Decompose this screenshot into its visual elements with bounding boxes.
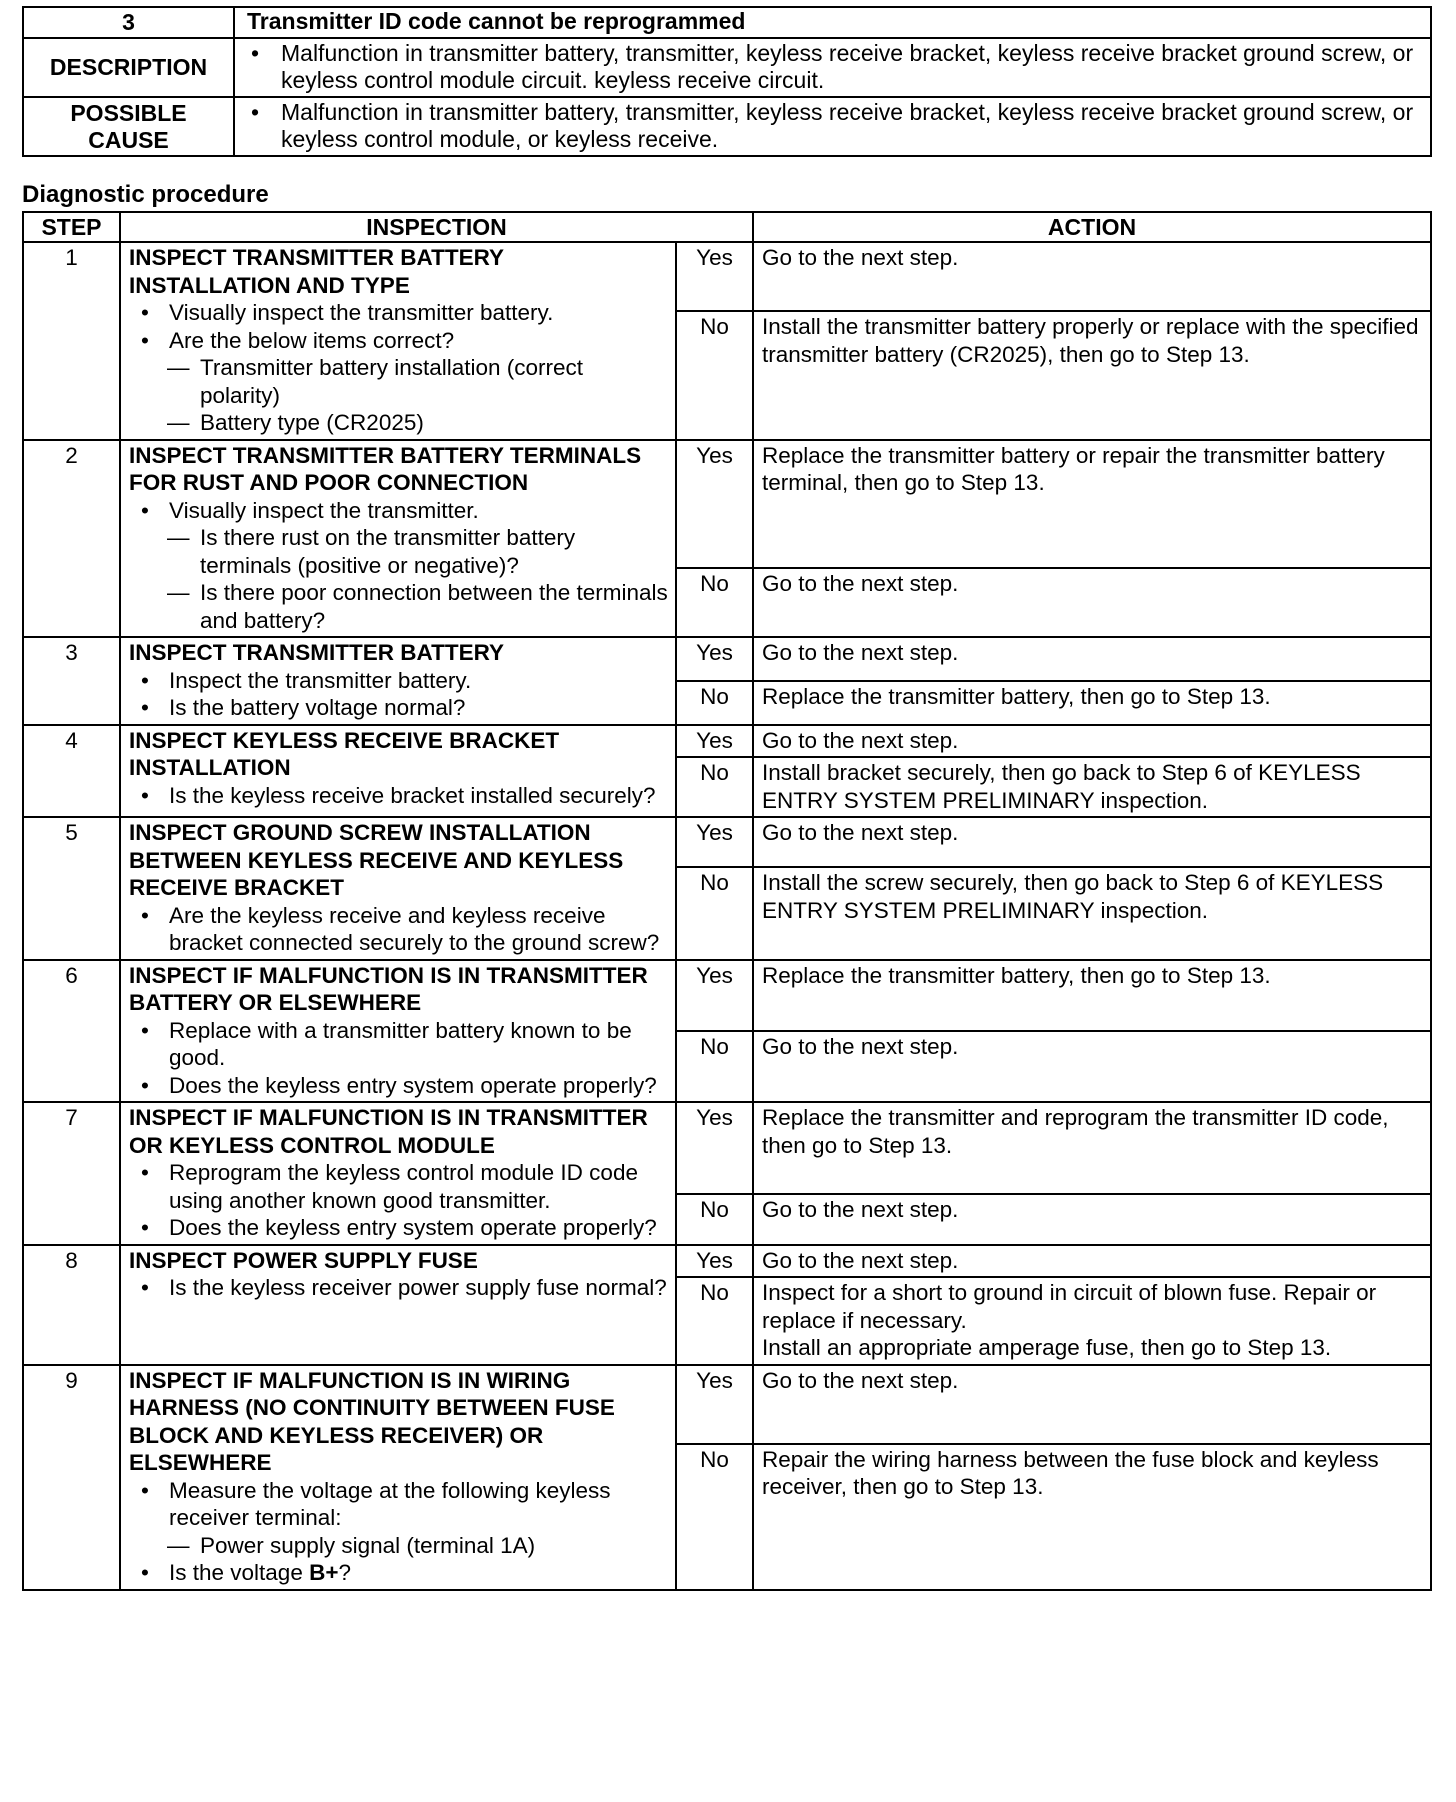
inspection-cell xyxy=(120,960,676,1103)
step-row xyxy=(23,1102,1431,1194)
no-label: No xyxy=(676,1031,753,1102)
step-row xyxy=(23,242,1431,311)
diagnostic-table xyxy=(22,211,1432,1591)
no-action: Go to the next step. xyxy=(753,568,1431,637)
no-action: Go to the next step. xyxy=(753,1194,1431,1244)
bullet-item: • Reprogram the keyless control module ID code using another known good transmitter. xyxy=(129,1159,669,1214)
bullet-item: • Inspect the transmitter battery. xyxy=(129,667,669,695)
bullet-item: • Is the voltage B+? xyxy=(129,1559,669,1587)
no-action: Replace the transmitter battery, then go to Step 13. xyxy=(753,681,1431,725)
step-number: 2 xyxy=(23,440,120,638)
bullet-item: • Is the battery voltage normal? xyxy=(129,694,669,722)
inspection-title: INSPECT IF MALFUNCTION IS IN WIRING HARNESS (NO CONTINUITY BETWEEN FUSE BLOCK AND KEYLESS RECEIVER) OR ELSEWHERE xyxy=(129,1367,615,1475)
step-row xyxy=(23,637,1431,681)
cause-text: • Malfunction in transmitter battery, transmitter, keyless receive bracket, keyless receive bracket ground screw, or keyless control module, or keyless receive. xyxy=(247,99,1418,153)
description-row xyxy=(23,38,1431,97)
cause-label: POSSIBLE CAUSE xyxy=(23,97,234,156)
section-title: Diagnostic procedure xyxy=(22,181,269,208)
yes-label: Yes xyxy=(676,1365,753,1444)
yes-action: Replace the transmitter and reprogram the transmitter ID code, then go to Step 13. xyxy=(753,1102,1431,1194)
step-row xyxy=(23,1365,1431,1444)
bullet-item: • Visually inspect the transmitter. xyxy=(129,497,669,525)
header-row xyxy=(23,212,1431,242)
yes-action: Go to the next step. xyxy=(753,1365,1431,1444)
header-action: ACTION xyxy=(753,212,1431,242)
yes-action: Go to the next step. xyxy=(753,242,1431,311)
no-label: No xyxy=(676,1194,753,1244)
sub-item: — Is there rust on the transmitter battery terminals (positive or negative)? xyxy=(167,525,576,578)
description-text: • Malfunction in transmitter battery, transmitter, keyless receive bracket, keyless receive bracket ground screw, or keyless control module circuit. keyless receive circuit. xyxy=(247,40,1418,94)
yes-label: Yes xyxy=(676,440,753,568)
yes-action: Go to the next step. xyxy=(753,637,1431,681)
bullet-item: • Does the keyless entry system operate properly? xyxy=(129,1214,669,1242)
sub-item: — Battery type (CR2025) xyxy=(167,410,424,435)
yes-label: Yes xyxy=(676,725,753,758)
inspection-title: INSPECT KEYLESS RECEIVE BRACKET INSTALLATION xyxy=(129,727,560,780)
yes-label: Yes xyxy=(676,1245,753,1278)
bullet-item: • Replace with a transmitter battery known to be good. xyxy=(129,1017,669,1072)
no-label: No xyxy=(676,757,753,817)
code-summary-table xyxy=(22,6,1432,157)
yes-action: Go to the next step. xyxy=(753,1245,1431,1278)
yes-action: Go to the next step. xyxy=(753,817,1431,867)
no-label: No xyxy=(676,1277,753,1365)
inspection-cell xyxy=(120,817,676,960)
no-label: No xyxy=(676,568,753,637)
yes-label: Yes xyxy=(676,960,753,1031)
inspection-title: INSPECT TRANSMITTER BATTERY INSTALLATION AND TYPE xyxy=(129,245,504,298)
no-action: Install the screw securely, then go back to Step 6 of KEYLESS ENTRY SYSTEM PRELIMINARY inspection. xyxy=(753,867,1431,959)
yes-action: Replace the transmitter battery or repair the transmitter battery terminal, then go to Step 13. xyxy=(753,440,1431,568)
no-action: Repair the wiring harness between the fuse block and keyless receiver, then go to Step 13. xyxy=(753,1444,1431,1590)
header-step: STEP xyxy=(23,212,120,242)
inspection-cell xyxy=(120,242,676,440)
no-label: No xyxy=(676,1444,753,1590)
yes-label: Yes xyxy=(676,242,753,311)
step-row xyxy=(23,440,1431,568)
code-number: 3 xyxy=(23,7,234,38)
step-number: 5 xyxy=(23,817,120,960)
bullet-item: • Are the keyless receive and keyless receive bracket connected securely to the ground screw? xyxy=(129,902,669,957)
sub-item: — Power supply signal (terminal 1A) xyxy=(167,1532,536,1558)
step-row xyxy=(23,960,1431,1031)
inspection-title: INSPECT IF MALFUNCTION IS IN TRANSMITTER BATTERY OR ELSEWHERE xyxy=(129,962,648,1015)
page xyxy=(22,6,1432,1591)
inspection-cell xyxy=(120,725,676,818)
yes-label: Yes xyxy=(676,637,753,681)
sub-item: — Is there poor connection between the terminals and battery? xyxy=(167,580,668,633)
inspection-title: INSPECT GROUND SCREW INSTALLATION BETWEEN KEYLESS RECEIVE AND KEYLESS RECEIVE BRACKET xyxy=(129,820,624,900)
no-label: No xyxy=(676,681,753,725)
no-action: Install bracket securely, then go back to Step 6 of KEYLESS ENTRY SYSTEM PRELIMINARY inspection. xyxy=(753,757,1431,817)
yes-label: Yes xyxy=(676,817,753,867)
step-row xyxy=(23,1245,1431,1278)
bullet-item: • Does the keyless entry system operate properly? xyxy=(129,1072,669,1100)
step-number: 3 xyxy=(23,637,120,725)
code-title: Transmitter ID code cannot be reprogrammed xyxy=(234,7,1431,38)
header-inspection: INSPECTION xyxy=(120,212,753,242)
step-number: 6 xyxy=(23,960,120,1103)
inspection-cell xyxy=(120,440,676,638)
yes-label: Yes xyxy=(676,1102,753,1194)
no-label: No xyxy=(676,311,753,439)
no-label: No xyxy=(676,867,753,959)
inspection-title: INSPECT TRANSMITTER BATTERY xyxy=(129,640,504,665)
step-number: 1 xyxy=(23,242,120,440)
inspection-cell xyxy=(120,637,676,725)
bullet-item: • Are the below items correct? xyxy=(129,327,669,355)
step-row xyxy=(23,817,1431,867)
bullet-item: • Measure the voltage at the following keyless receiver terminal: xyxy=(129,1477,669,1532)
inspection-title: INSPECT TRANSMITTER BATTERY TERMINALS FOR RUST AND POOR CONNECTION xyxy=(129,442,642,495)
no-action: Go to the next step. xyxy=(753,1031,1431,1102)
no-action: Inspect for a short to ground in circuit of blown fuse. Repair or replace if necessary. Install an appropriate amperage fuse, then go to Step 13. xyxy=(753,1277,1431,1365)
step-number: 4 xyxy=(23,725,120,818)
description-label: DESCRIPTION xyxy=(23,38,234,97)
inspection-cell xyxy=(120,1365,676,1590)
step-number: 8 xyxy=(23,1245,120,1365)
yes-action: Replace the transmitter battery, then go to Step 13. xyxy=(753,960,1431,1031)
inspection-title: INSPECT IF MALFUNCTION IS IN TRANSMITTER OR KEYLESS CONTROL MODULE xyxy=(129,1105,648,1158)
step-number: 7 xyxy=(23,1102,120,1245)
code-title-row xyxy=(23,7,1431,38)
bullet-item: • Is the keyless receiver power supply fuse normal? xyxy=(129,1274,669,1302)
cause-row xyxy=(23,97,1431,156)
step-row xyxy=(23,725,1431,758)
sub-item: — Transmitter battery installation (correct polarity) xyxy=(167,355,584,408)
inspection-cell xyxy=(120,1245,676,1365)
no-action: Install the transmitter battery properly or replace with the specified transmitter battery (CR2025), then go to Step 13. xyxy=(753,311,1431,439)
inspection-cell xyxy=(120,1102,676,1245)
inspection-title: INSPECT POWER SUPPLY FUSE xyxy=(129,1247,478,1273)
yes-action: Go to the next step. xyxy=(753,725,1431,758)
bullet-item: • Is the keyless receive bracket installed securely? xyxy=(129,782,669,810)
bullet-item: • Visually inspect the transmitter battery. xyxy=(129,299,669,327)
step-number: 9 xyxy=(23,1365,120,1590)
